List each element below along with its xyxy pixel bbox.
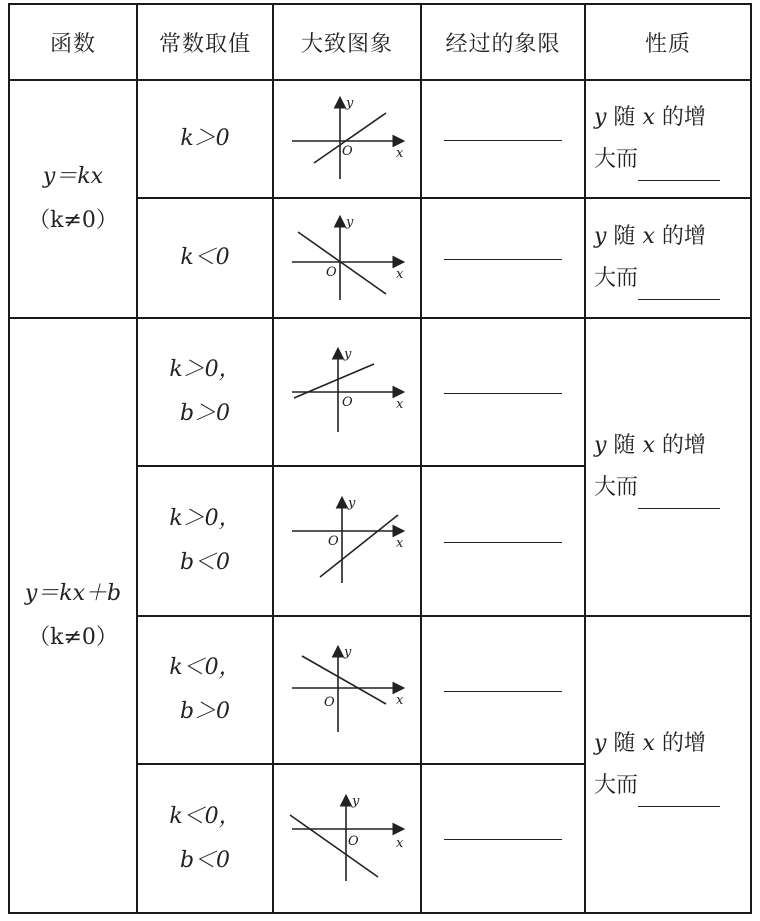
svg-text:y: y: [346, 215, 354, 230]
answer-blank[interactable]: [444, 393, 562, 394]
property-cell: y 随 x 的增 大而: [585, 198, 751, 318]
table-row: [9, 318, 751, 466]
answer-blank[interactable]: [444, 542, 562, 543]
function-cell-linear: [9, 318, 137, 913]
quadrant-answer-cell: [421, 198, 585, 318]
condition-cell: k＜0， b＜0: [137, 764, 273, 913]
graph-cell: [273, 318, 421, 466]
svg-text:x: x: [396, 693, 404, 708]
svg-text:y: y: [344, 347, 352, 362]
answer-blank[interactable]: [444, 691, 562, 692]
svg-text:O: O: [324, 695, 335, 710]
graph-kneg-bpos: [282, 644, 412, 736]
header-function: 函数: [9, 4, 137, 80]
condition-cell: [137, 198, 273, 318]
svg-text:x: x: [396, 397, 404, 412]
svg-text:x: x: [396, 536, 404, 551]
property-blank[interactable]: [638, 156, 720, 181]
svg-text:y: y: [346, 96, 354, 111]
graph-cell: [273, 764, 421, 913]
graph-k-neg: [282, 212, 412, 304]
property-cell: y 随 x 的增 大而: [585, 318, 751, 616]
function-formula: y＝kx＋b: [24, 580, 122, 606]
answer-blank[interactable]: [444, 839, 562, 840]
graph-cell: [273, 80, 421, 198]
svg-text:x: x: [396, 267, 404, 282]
quadrant-answer-cell: [421, 764, 585, 913]
property-blank[interactable]: [638, 275, 720, 300]
quadrant-answer-cell: [421, 80, 585, 198]
condition-cell: [137, 80, 273, 198]
answer-blank[interactable]: [444, 140, 562, 141]
svg-text:x: x: [396, 146, 404, 161]
graph-kneg-bneg: [282, 793, 412, 885]
quadrant-answer-cell: [421, 616, 585, 764]
graph-cell: [273, 466, 421, 616]
graph-k-pos: [282, 93, 412, 185]
function-cell-proportional: [9, 80, 137, 318]
graph-kpos-bneg: [282, 495, 412, 587]
header-quadrants: 经过的象限: [421, 4, 585, 80]
condition-cell: k＜0， b＞0: [137, 616, 273, 764]
condition-cell: k＞0， b＞0: [137, 318, 273, 466]
property-cell: y 随 x 的增 大而: [585, 80, 751, 198]
svg-text:O: O: [326, 265, 337, 280]
svg-text:O: O: [328, 534, 339, 549]
svg-text:y: y: [348, 496, 356, 511]
svg-text:O: O: [348, 833, 359, 849]
svg-text:x: x: [396, 835, 404, 851]
graph-kpos-bpos: [282, 346, 412, 438]
quadrant-answer-cell: [421, 466, 585, 616]
function-condition: （k≠0）: [28, 208, 118, 233]
svg-text:O: O: [342, 144, 353, 159]
answer-blank[interactable]: [444, 259, 562, 260]
svg-text:y: y: [352, 793, 360, 809]
condition-text: k＞0: [180, 126, 230, 151]
graph-cell: [273, 198, 421, 318]
svg-text:y: y: [344, 645, 352, 660]
header-constant: 常数取值: [137, 4, 273, 80]
condition-text: k＜0: [180, 245, 230, 270]
function-formula: y＝kx: [42, 164, 104, 189]
condition-cell: k＞0， b＜0: [137, 466, 273, 616]
property-blank[interactable]: [638, 782, 720, 807]
linear-function-table: [8, 3, 752, 914]
graph-cell: [273, 616, 421, 764]
property-blank[interactable]: [638, 484, 720, 509]
property-cell: y 随 x 的增 大而: [585, 616, 751, 913]
table-row: [9, 80, 751, 198]
svg-text:O: O: [342, 395, 353, 410]
header-property: 性质: [585, 4, 751, 80]
quadrant-answer-cell: [421, 318, 585, 466]
function-condition: （k≠0）: [28, 624, 118, 650]
header-graph: 大致图象: [273, 4, 421, 80]
header-row: [9, 4, 751, 80]
